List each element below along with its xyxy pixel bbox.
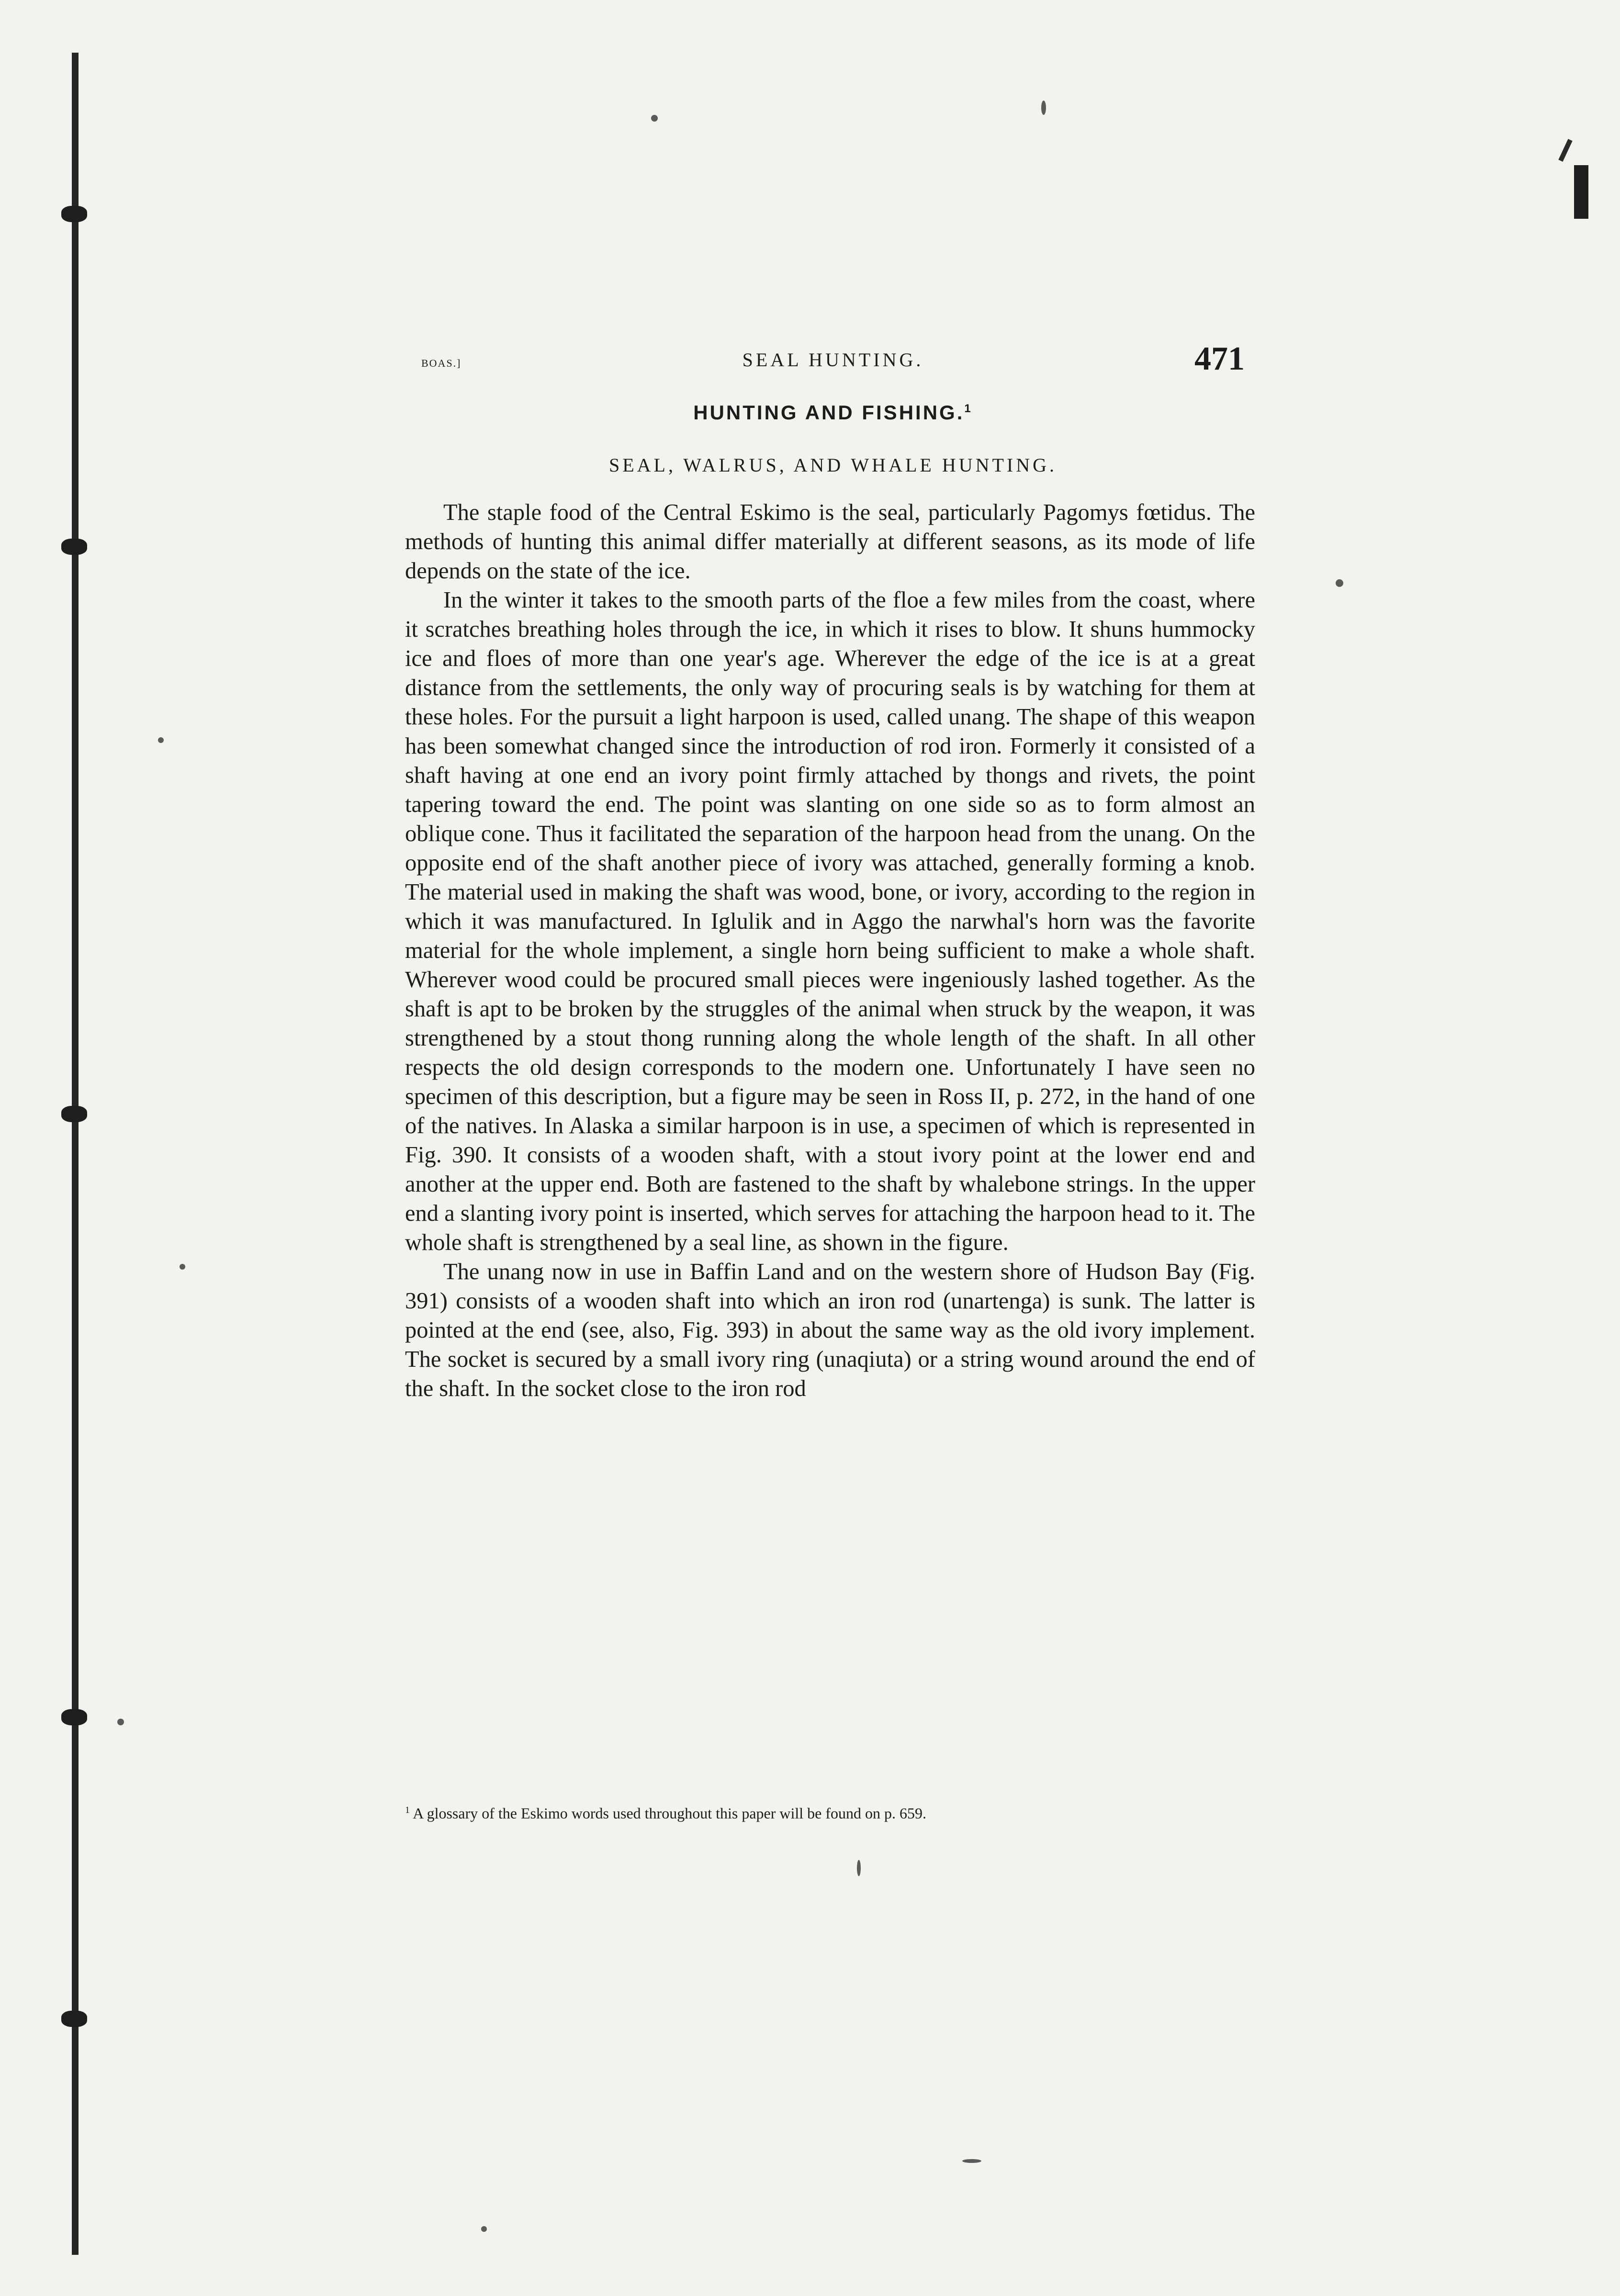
footnote-reference: 1 [964, 402, 973, 415]
section-title [421, 401, 1245, 424]
scan-speck [1336, 579, 1343, 587]
binding-clip-mark [61, 2011, 87, 2027]
binding-line [72, 53, 79, 2255]
subsection-title: SEAL, WALRUS, AND WHALE HUNTING. [608, 454, 1058, 476]
running-head [421, 340, 1245, 378]
scan-tick-mark [1558, 139, 1572, 162]
footnote [405, 1799, 1255, 1824]
scan-speck [651, 115, 658, 122]
scan-speck [1041, 101, 1046, 115]
paragraph: The staple food of the Central Eskimo is the seal, particularly Pagomys fœtidus. The methods of hunting this animal differ materially at different seasons, as its mode of life depends on the state of the ice. [405, 500, 1255, 584]
section-title-text: HUNTING AND FISHING. [693, 401, 965, 424]
binding-clip-mark [61, 539, 87, 555]
running-head-title: SEAL HUNTING. [742, 349, 924, 371]
footnote-marker: 1 [405, 1805, 410, 1815]
scan-speck [962, 2159, 981, 2163]
running-head-author: BOAS.] [421, 357, 461, 369]
footnote-text: A glossary of the Eskimo words used throughout this paper will be found on p. 659. [413, 1804, 927, 1822]
binding-clip-mark [61, 206, 87, 222]
scan-speck [857, 1860, 861, 1876]
body-text [405, 498, 1255, 1403]
paragraph: The unang now in use in Baffin Land and on the western shore of Hudson Bay (Fig. 391) consists of a wooden shaft into which an iron rod (unartenga) is sunk. The latter is pointed at the end (see, also, Fig. 393) in about the same way as the old ivory implement. The socket is secured by a small ivory ring (unaqiuta) or a string wound around the end of the shaft. In the socket close to the iron rod [405, 1259, 1255, 1401]
binding-clip-mark [61, 1709, 87, 1725]
scan-speck [117, 1719, 124, 1725]
binding-clip-mark [61, 1106, 87, 1122]
scan-edge-mark [1574, 165, 1588, 219]
scan-speck [481, 2226, 487, 2232]
page-number: 471 [1194, 340, 1245, 377]
scan-speck [180, 1264, 185, 1270]
paragraph: In the winter it takes to the smooth parts of the floe a few miles from the coast, where it scratches breathing holes through the ice, in which it rises to blow. It shuns hummocky ice and floes of more than one year's age. Wherever the edge of the ice is at a great distance from the settlements, the only way of procuring seals is by watching for them at these holes. For the pursuit a light harpoon is used, called unang. The shape of this weapon has been somewhat changed since the introduction of rod iron. Formerly it consisted of a shaft having at one end an ivory point firmly attached by thongs and rivets, the point tapering toward the end. The point was slanting on one side so as to form almost an oblique cone. Thus it facilitated the separation of the harpoon head from the unang. On the opposite end of the shaft another piece of ivory was attached, generally forming a knob. The material used in making the shaft was wood, bone, or ivory, according to the region in which it was manufactured. In Iglulik and in Aggo the narwhal's horn was the favorite material for the whole implement, a single horn being sufficient to make a whole shaft. Wherever wood could be procured small pieces were ingeniously lashed together. As the shaft is apt to be broken by the struggles of the animal when struck by the weapon, it was strengthened by a stout thong running along the whole length of the shaft. In all other respects the old design corresponds to the modern one. Unfortunately I have seen no specimen of this description, but a figure may be seen in Ross II, p. 272, in the hand of one of the natives. In Alaska a similar harpoon is in use, a specimen of which is represented in Fig. 390. It consists of a wooden shaft, with a stout ivory point at the lower end and another at the upper end. Both are fastened to the shaft by whalebone strings. In the upper end a slanting ivory point is inserted, which serves for attaching the harpoon head to it. The whole shaft is strengthened by a seal line, as shown in the figure. [405, 587, 1255, 1255]
scan-speck [158, 737, 164, 743]
